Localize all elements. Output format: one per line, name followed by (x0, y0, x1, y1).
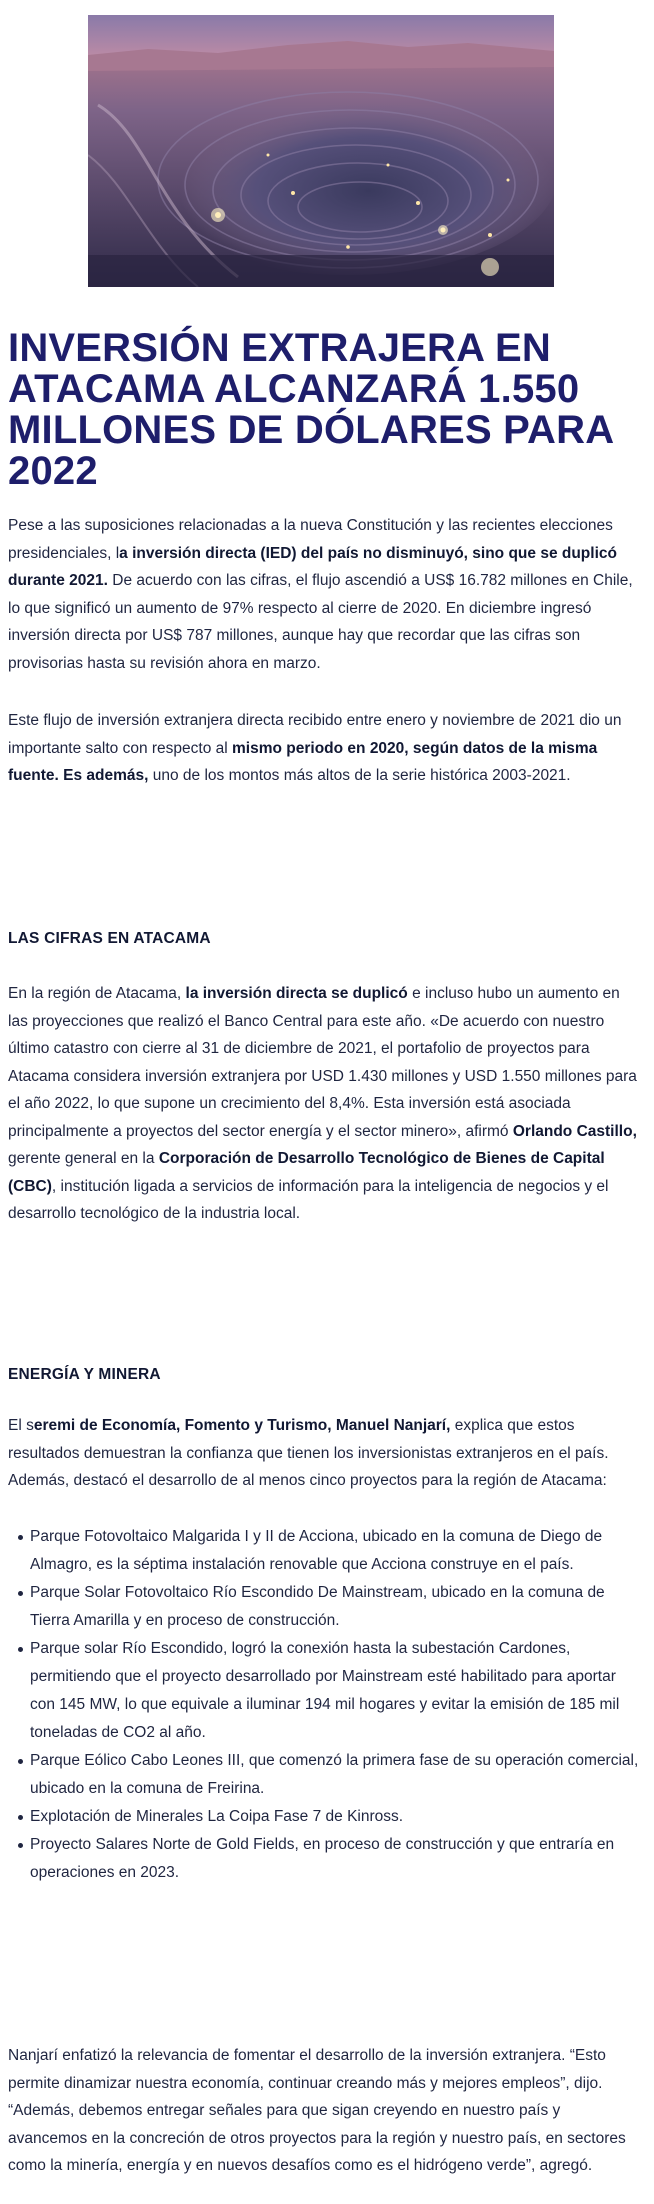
text-run: Pese a las suposiciones relacionadas a la nueva Constitución y las recientes elecciones presidenciales, l (8, 517, 613, 562)
cifras-paragraph (8, 980, 642, 1228)
hero-image (88, 15, 554, 287)
projects-list (8, 1523, 642, 1887)
list-item: Parque solar Río Escondido, logró la conexión hasta la subestación Cardones, permitiendo que el proyecto desarrollado por Mainstream esté habilitado para aportar con 145 MW, lo que equivale a iluminar 194 mil hogares y evitar la emisión de 185 mil toneladas de CO2 al año. (8, 1635, 642, 1747)
energia-paragraph (8, 1412, 642, 1495)
list-item: Parque Eólico Cabo Leones III, que comenzó la primera fase de su operación comercial, ubicado en la comuna de Freirina. (8, 1747, 642, 1803)
bold-text-run: Orlando Castillo, (512, 1122, 637, 1140)
list-item: Parque Fotovoltaico Malgarida I y II de Acciona, ubicado en la comuna de Diego de Almagro, es la séptima instalación renovable que Acciona construye en el país. (8, 1523, 642, 1579)
text-run: El s (8, 1417, 34, 1434)
list-item: Parque Solar Fotovoltaico Río Escondido De Mainstream, ubicado en la comuna de Tierra Amarilla y en proceso de construcción. (8, 1579, 642, 1635)
text-run: e incluso hubo un aumento en las proyecciones que realizó el Banco Central para este año. «De acuerdo con nuestro último catastro con cierre al 31 de diciembre de 2021, el portafolio de proyectos para Atacama considera inversión extranjera por USD 1.430 millones y USD 1.550 millones para el año 2022, lo que supone un crecimiento del 8,4%. Esta inversión está asociada principalmente a proyectos del sector energía y el sector minero», afirmó (8, 985, 637, 1140)
text-run: De acuerdo con las cifras, el flujo ascendió a US$ 16.782 millones en Chile, lo que significó un aumento de 97% respecto al cierre de 2020. En diciembre ingresó inversión directa por US$ 787 millones, aunque hay que recordar que las cifras son provisorias hasta su revisión ahora en marzo. (8, 572, 633, 672)
bold-text-run: Corporación de Desarrollo Tecnológico de Bienes de Capital (CBC) (8, 1150, 605, 1195)
section-heading-energia: ENERGÍA Y MINERA (8, 1366, 161, 1383)
second-paragraph (8, 707, 642, 790)
text-run: uno de los montos más altos de la serie histórica 2003-2021. (148, 767, 571, 784)
text-run: En la región de Atacama, (8, 985, 186, 1002)
text-run: explica que estos resultados demuestran la confianza que tienen los inversionistas extranjeros en el país. Además, destacó el desarrollo de al menos cinco proyectos para la región de Atacama: (8, 1417, 609, 1489)
list-item: Proyecto Salares Norte de Gold Fields, en proceso de construcción y que entraría en operaciones en 2023. (8, 1831, 642, 1887)
closing-paragraph: Nanjarí enfatizó la relevancia de fomentar el desarrollo de la inversión extranjera. “Esto permite dinamizar nuestra economía, continuar creando más y mejores empleos”, dijo. “Además, debemos entregar señales para que sigan creyendo en nuestro país y avancemos en la concreción de otros proyectos para la región y nuestro país, en sectores como la minería, energía y en nuevos desafíos como es el hidrógeno verde”, agregó. (8, 2047, 626, 2174)
section-heading-cifras: LAS CIFRAS EN ATACAMA (8, 930, 211, 947)
bold-text-run: eremi de Economía, Fomento y Turismo, Manuel Nanjarí, (33, 1417, 451, 1434)
bold-text-run: la inversión directa se duplicó (185, 985, 408, 1002)
intro-paragraph (8, 512, 642, 677)
article-title: INVERSIÓN EXTRAJERA EN ATACAMA ALCANZARÁ 1.550 MILLONES DE DÓLARES PARA 2022 (8, 326, 613, 493)
text-run: , institución ligada a servicios de información para la inteligencia de negocios y el desarrollo tecnológico de la industria local. (8, 1177, 609, 1222)
list-item: Explotación de Minerales La Coipa Fase 7 de Kinross. (8, 1803, 642, 1831)
text-run: Este flujo de inversión extranjera directa recibido entre enero y noviembre de 2021 dio un importante salto con respecto al (8, 712, 622, 757)
bold-text-run: mismo periodo en 2020, según datos de la misma fuente. Es además, (8, 739, 598, 784)
open-pit-mine-photo (88, 15, 554, 287)
text-run: gerente general en la (8, 1150, 159, 1167)
bold-text-run: a inversión directa (IED) del país no disminuyó, sino que se duplicó durante 2021. (8, 544, 617, 589)
